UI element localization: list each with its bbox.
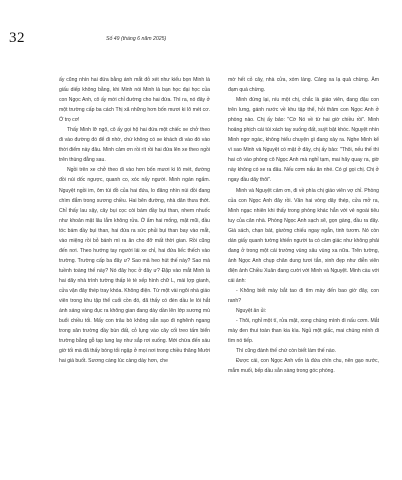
left-column	[59, 75, 210, 366]
right-column	[228, 75, 379, 376]
paragraph: Được cái, con Ngọc Anh vốn là đứa chín chu, nên gạo nước, mắm muối, bếp dầu sẵn sàng trong góc phòng.	[228, 358, 379, 375]
paragraph: Thấy Minh lỡ ngõ, cô ấy gọi hộ hai đứa một chiếc xe chở theo đi vào đường đó để đi nhờ, chứ không có xe khách đi vào đó vào thời điểm này đâu. Minh cảm ơn rồi rít rồi hai đứa lên xe theo ngồi trên thùng đằng sau.	[59, 127, 210, 164]
dialogue-line: - Không biết mày bắt tao đi tìm mày đến bao giờ đây, con ranh?	[228, 287, 379, 305]
paragraph: mờ hết cỏ cây, nhà cửa, xóm làng. Cảng xa lạ quả chừng. Âm đạm quá chừng.	[228, 77, 379, 94]
paragraph: Ngồi trên xe chở theo đi vào hơn bốn mươi ki lô mét, đường đồi núi dốc ngược, quanh co, xóc nẩy người. Minh ngán ngẩm. Nguyệt ngồi im, ôm túi đồ của hai đứa, lo đăng nhìn núi đồi đang chìm đắm trong sương chiều. Hai bên đường, nhà dân thưa thớt. Chỉ thấy lau sậy, cây bụi cọc còi bám đầy bụi than, nhem nhuốc như khoản mặt lâu lắm không rửa. Ở ẩm hai mống, mặt mũi, đầu tóc bám đầy bụi than, hai đứa ra sức phủi bụi than bay vào mắt, vào miệng rồi bỏ bánh mì ra ăn cho đỡ mất thời gian. Rồi cũng đến nơi. Theo hướng tay người lái xe chỉ, hai đứa liếc thếch vào trường. Trường cấp ba đây ư? Sao mà heo hút thế này? Sao mà tuềnh toàng thế này? Nó đây học ở đây ư? Đặp vào mắt Minh là hai dãy nhà trình tường thấp lè tè xếp hình chữ L, mái lợp gianh, cửa vặn đây thép tray khóa. Không điện. Từ một vài ngôi nhà giáo viên trong khu tập thể cuối cồn đó, đã thấy có đèn dầu le lói hắt ánh sáng vàng đục ra không gian đang dày dần lên lớp sương mù buổi chiều tối. Mấy con trâu bò không sẵn sạo đi nghênh ngang trong sân trường đầy bùn đất, cỏ lụng vào cây cối treo tấm biển trường bằng gỗ tạp lung lay như sắp rơi xuống. Mới chừa đến sáu giờ tối mà đã thấy bóng tối ngập ở mọi nơi trong chiều thăng Mười hai giá buốt. Sương càng lúc càng dày hơn, che	[59, 167, 210, 365]
dialogue-line: - Thôi, nghỉ một tí, rửa mặt, xong chúng mình đi nấu cơm. Mắt mày đen thui toàn than kia kìa. Ngủ một giấc, mai chúng mình đi tìm nó tiếp.	[228, 318, 379, 345]
paragraph: Minh và Nguyệt cảm ơn, đi về phía chị giáo viên vợ chỉ. Phòng của con Ngọc Anh đây rồi. Văn hai vòng dây thép, cửa mở ra, Minh ngạc nhiên khi thấy trong phòng khác hẳn với vẻ ngoài tiêu tuy của căn nhà. Phòng Ngọc Anh sạch sẽ, gọn gàng, đầu ra đây. Giá sách, chạn bát, giường chiếu ngay ngắn, tinh tươm. Nó còn dán giấy quanh tường khiến người ta có cảm giác như không phải đang ở trong một cái trường vùng sâu vùng xa nữa. Trên tường, ảnh Ngọc Anh chụp chân dung tươi tắn, xinh đẹp như điễn viên điện ảnh Chiều Xuân đang cười với Minh và Nguyệt. Minh càu với cái ảnh:	[228, 187, 379, 284]
paragraph: Thì cũng đành thế chứ còn biết làm thế nào.	[236, 348, 336, 355]
paragraph: Minh đứng lại, níu một chị, chắc là giáo viên, đang đậu con trên lưng, gánh nước về khu tập thể, hỏi thăm con Ngọc Anh ở phòng nào. Chị ấy bảo: "Cờ Nó về từ hai giờ chiều rồi". Minh hoảng phịch cái túi xách tay xuống đất, suýt bật khóc. Nguyệt nhìn Minh ngơ ngác, không hiểu chuyện gì đang xảy ra. Nghe Minh kể vì sao Minh và Nguyệt có mặt ở đây, chị ấy bảo: "Thôi, nếu thế thì hai cô vào phòng cô Ngọc Anh mà nghỉ tạm, mai hãy quay ra, giờ này không có xe ra đâu. Nếu cơm nấu ăn nhé. Có gì gọi chị. Chị ở ngay đầu dãy thôi".	[228, 97, 379, 184]
paragraph: Nguyệt ân ủi:	[236, 308, 267, 315]
page-number: 32	[9, 30, 25, 46]
issue-info: Số 49 (tháng 6 năm 2025)	[106, 36, 167, 42]
paragraph: ấy cũng nhìn hai đứa bằng ánh mắt đỏ xét như kiểu bọn Minh là giấu diếp không bằng, khi Minh nói Minh là bạn học đại học của con Ngọc Anh, cô ấy mới chỉ đường cho hai đứa. Thì ra, nó đây ở một trường cấp ba cách Thị xã những hơn bốn mươi ki lô mét cơ. Ở trọ cơ!	[59, 77, 210, 124]
